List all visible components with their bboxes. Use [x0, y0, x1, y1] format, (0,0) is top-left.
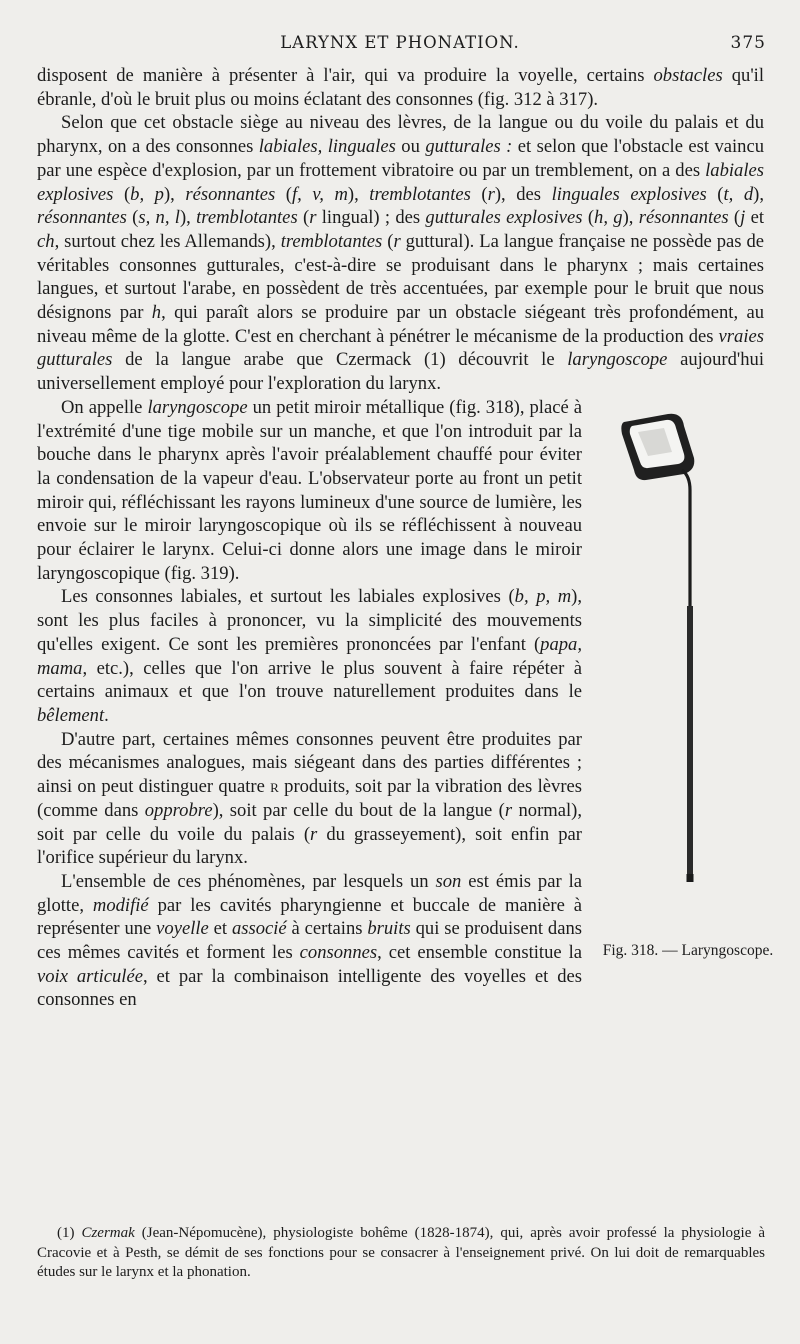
paragraph-2: Selon que cet obstacle siège au niveau des lèvres, de la langue ou du voile du palais et du pharynx, on a des consonnes labiales, linguales ou gutturales : et selon que l'obstacle est vaincu par une espèce d'explosion, par un frottement vibratoire ou par un tremblement, on a des labiales explosives (b, p), résonnantes (f, v, m), tremblotantes (r), des linguales explosives (t, d), résonnantes (s, n, l), tremblotantes (r lingual) ; des gutturales explosives (h, g), résonnantes (j et ch, surtout chez les Allemands), tremblotantes (r guttural). La langue française ne possède pas de véritables consonnes gutturales, c'est-à-dire se produisant dans le pharynx ; mais certaines langues, et surtout l'arabe, en possèdent de très accentuées, par exemple pour le bruit que nous désignons par h, qui paraît alors se produire par un obstacle siégeant très profondément, au niveau même de la glotte. C'est en cherchant à pénétrer le mécanisme de la production des vraies gutturales de la langue arabe que Czermack (1) découvrit le laryngoscope aujourd'hui universellement employé pour l'exploration du larynx. — [37, 112, 765, 395]
footnote-text: (1) Czermak (Jean-Népomucène), physiologiste bohême (1828-1874), qui, après avoir professé la physiologie à Cracovie et à Pesth, se démit de ses fonctions pour se consacrer à l'enseignement privé. On lui doit de remarquables études sur le larynx et la phonation. — [37, 1225, 765, 1280]
paragraph-1: disposent de manière à présenter à l'air, qui va produire la voyelle, certains obstacles qu'il ébranle, d'où le bruit plus ou moins éclatant des consonnes (fig. 312 à 317). — [37, 65, 764, 110]
page-number: 375 — [730, 33, 766, 53]
paragraph-2-part-a — [37, 111, 764, 395]
laryngoscope-handle — [682, 470, 694, 882]
paragraph-5: D'autre part, certaines mêmes consonnes peuvent être produites par des mécanismes analogues, mais siégeant dans des parties différentes ; ainsi on peut distinguer quatre r produits, soit par la vibration des lèvres (comme dans opprobre), soit par celle du bout de la langue (r normal), soit par celle du voile du palais (r du grasseyement), soit enfin par l'orifice supérieur du larynx. — [37, 728, 583, 869]
footnote — [37, 1224, 765, 1283]
paragraph-4: Les consonnes labiales, et surtout les labiales explosives (b, p, m), sont les plus faciles à prononcer, vu la simplicité des mouvements qu'elles exigent. Ce sont les premières prononcées par l'enfant (papa, mama, etc.), celles que l'on arrive le plus souvent à faire répéter à certains animaux et que l'on trouve naturellement produites dans le bêlement. — [37, 586, 582, 726]
paragraph-3: On appelle laryngoscope un petit miroir métallique (fig. 318), placé à l'extrémité d'une tige mobile sur un manche, et que l'on introduit par la bouche dans le pharynx après l'avoir préalablement chauffé pour éviter la condensation de la vapeur d'eau. L'observateur porte au front un petit miroir qui, réfléchissant les rayons lumineux d'une source de lumière, les envoie sur le miroir laryngoscopique où ils se réfléchissent à nouveau pour éclairer le larynx. Celui-ci donne alors une image dans le miroir laryngoscopique (fig. 319). — [37, 396, 582, 584]
running-title: LARYNX ET PHONATION. — [280, 33, 520, 52]
figure-318 — [602, 406, 774, 961]
paragraph-6: L'ensemble de ces phénomènes, par lesquels un son est émis par la glotte, modifié par les cavités pharyngienne et buccale de manière à représenter une voyelle et associé à certains bruits qui se produisent dans ces mêmes cavités et forment les consonnes, cet ensemble constitue la voix articulée, et par la combinaison intelligente des voyelles et des consonnes en — [37, 870, 583, 1011]
figure-caption: Fig. 318. — Laryngoscope. — [602, 941, 774, 959]
body-text — [37, 64, 774, 1012]
laryngoscope-illustration — [602, 406, 774, 916]
running-header — [0, 33, 800, 57]
